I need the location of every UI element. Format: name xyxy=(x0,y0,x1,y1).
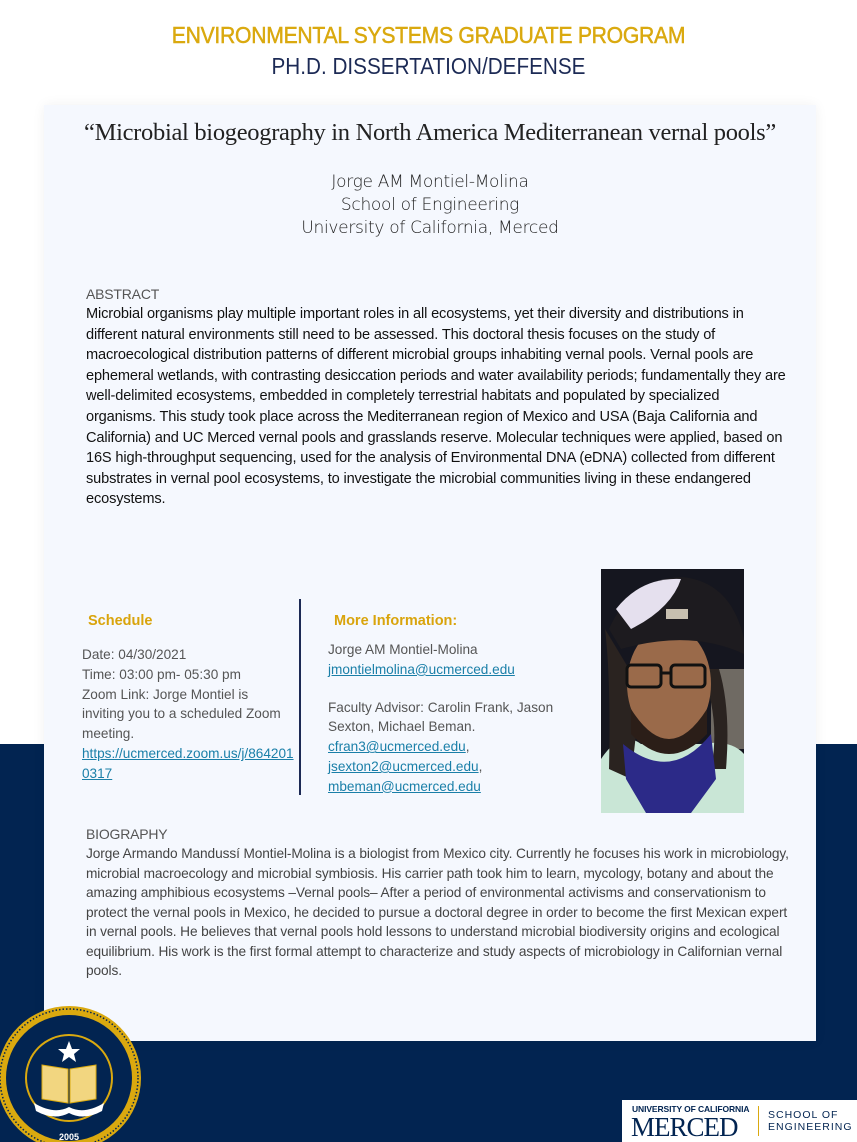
contact-name: Jorge AM Montiel-Molina xyxy=(328,642,478,657)
contact-email-link[interactable]: jmontielmolina@ucmerced.edu xyxy=(328,661,515,677)
abstract-text: Microbial organisms play multiple important roles in all ecosystems, yet their diversity and distributions in different natural environments still need to be assessed. This doctoral thesis focuses on the study of macroecological distribution patterns of different microbial groups inhabiting vernal pools. Vernal pools are ephemeral wetlands, with contrasting desiccation periods and water availability periods; fundamentally they are well-delimited ecosystems, embedded in completely terrestrial habitats and populated by specialized organisms. This study took place across the Mediterranean region of Mexico and USA (Baja California and California) and UC Merced vernal pools and grasslands reserve. Molecular techniques were applied, based on 16S high-throughput sequencing, used for the analysis of Environmental DNA (eDNA) collected from different substrates in vernal pool ecosystems, to investigate the microbial communities living in these endangered ecosystems. xyxy=(86,306,786,508)
university-seal xyxy=(0,1003,144,1142)
seal-year: 2005 xyxy=(58,1132,80,1142)
flyer-card xyxy=(44,105,816,1041)
logo-merced-text: MERCED xyxy=(631,1112,738,1142)
page-header xyxy=(0,18,857,80)
author-block xyxy=(44,171,816,240)
author-name: Jorge AM Montiel-Molina xyxy=(331,172,529,192)
more-info-heading: More Information: xyxy=(334,613,458,629)
comma: , xyxy=(478,758,483,774)
seal-icon xyxy=(0,1003,144,1142)
advisor-text: Faculty Advisor: Carolin Frank, Jason Sexton, Michael Beman. xyxy=(328,699,554,735)
advisor-email-link[interactable]: jsexton2@ucmerced.edu xyxy=(328,758,479,774)
logo-school-text xyxy=(768,1109,853,1133)
logo-university-text: UNIVERSITY OF CALIFORNIA xyxy=(632,1104,750,1114)
comma: , xyxy=(465,739,470,755)
logo-separator xyxy=(758,1106,759,1136)
author-school: School of Engineering xyxy=(340,195,520,215)
author-university: University of California, Merced xyxy=(301,218,559,238)
more-info-section xyxy=(328,613,598,797)
schedule-zoom-text: Zoom Link: Jorge Montiel is inviting you to a scheduled Zoom meeting. xyxy=(82,686,281,742)
abstract-section xyxy=(86,286,786,510)
logo-school-line1: SCHOOL OF xyxy=(768,1109,839,1121)
schedule-time: Time: 03:00 pm- 05:30 pm xyxy=(82,666,241,682)
ucmerced-engineering-logo xyxy=(622,1100,857,1142)
biography-section xyxy=(86,826,796,981)
program-title: ENVIRONMENTAL SYSTEMS GRADUATE PROGRAM xyxy=(171,22,686,48)
portrait-photo xyxy=(601,569,744,813)
schedule-section xyxy=(82,613,294,784)
column-divider xyxy=(299,599,301,795)
biography-text: Jorge Armando Mandussí Montiel-Molina is a biologist from Mexico city. Currently he focuses his work in microbiology, microbial macroecology and microbial symbiosis. His carrier path took him to learn, mycology, botany and about the amazing amphibious ecosystems –Vernal pools– After a period of environmental activisms and conservationism to protect the vernal pools in Mexico, he decided to pursue a doctoral degree in order to become the first Mexican expert in vernal pools. He believes that vernal pools hold lessons to understand microbial biodiversity origins and ecological equilibrium. His work is the first formal attempt to characterize and study aspects of microbiology in Californian vernal pools. xyxy=(86,846,789,978)
advisor-email-link[interactable]: mbeman@ucmerced.edu xyxy=(328,778,481,794)
logo-school-line2: ENGINEERING xyxy=(768,1121,853,1133)
thesis-title: “Microbial biogeography in North America Mediterranean vernal pools” xyxy=(84,119,776,146)
portrait-illustration xyxy=(601,569,744,813)
schedule-heading: Schedule xyxy=(88,613,153,629)
schedule-date: Date: 04/30/2021 xyxy=(82,647,187,662)
advisor-email-link[interactable]: cfran3@ucmerced.edu xyxy=(328,739,466,755)
zoom-link[interactable]: https://ucmerced.zoom.us/j/8642010317 xyxy=(82,745,294,781)
biography-heading: BIOGRAPHY xyxy=(86,826,168,842)
event-type: PH.D. DISSERTATION/DEFENSE xyxy=(271,53,586,79)
abstract-heading: ABSTRACT xyxy=(86,286,160,302)
